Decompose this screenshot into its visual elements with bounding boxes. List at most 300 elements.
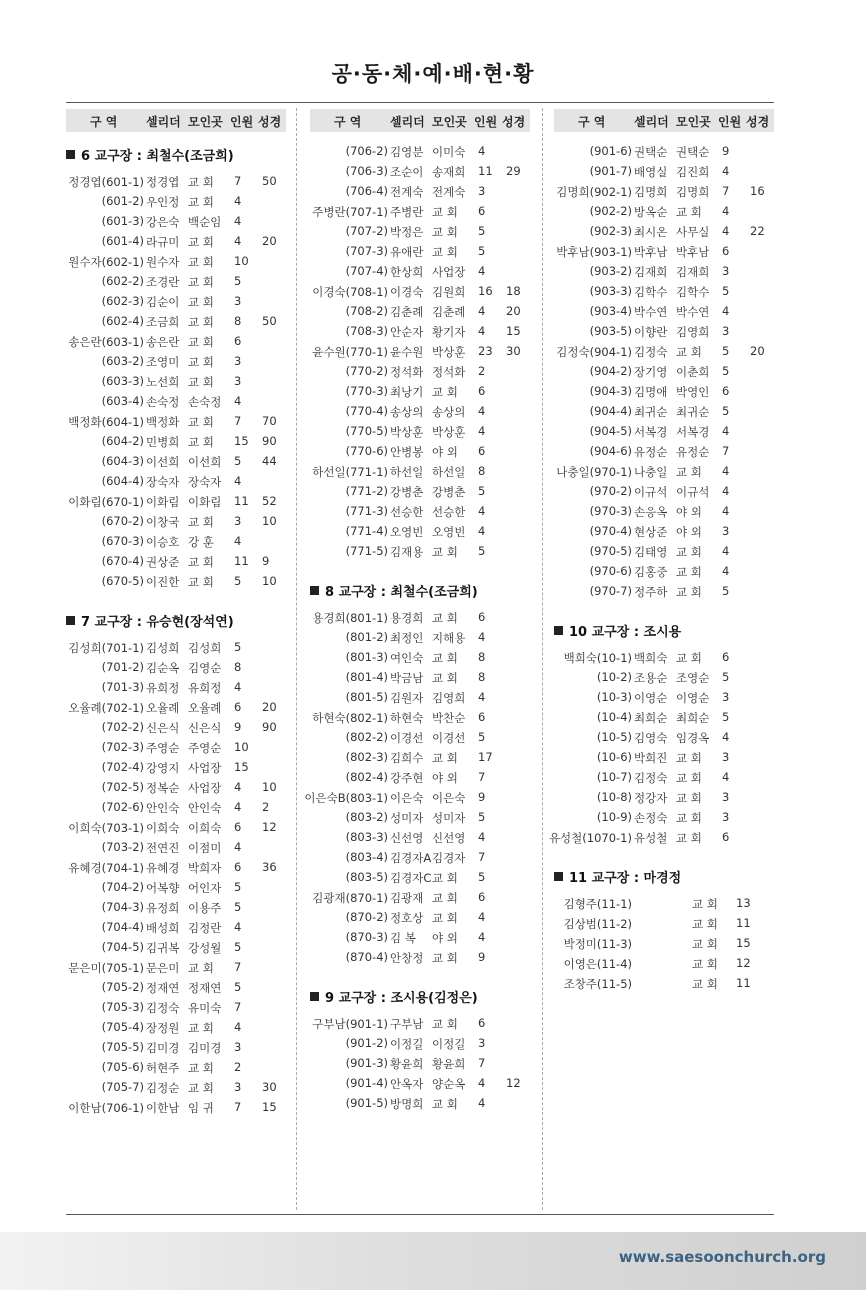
area-code: (801-5) bbox=[345, 690, 388, 704]
area-code: (902-2) bbox=[589, 204, 632, 218]
column-divider bbox=[296, 108, 297, 1210]
area-code: (770-5) bbox=[345, 424, 388, 438]
area-code: (704-4) bbox=[101, 920, 144, 934]
table-header bbox=[310, 109, 530, 132]
attendance-count: 2 bbox=[234, 1060, 242, 1074]
list-item bbox=[310, 422, 530, 442]
bible-count: 20 bbox=[262, 700, 277, 714]
list-item bbox=[66, 372, 286, 392]
cell-leader: 장기영 bbox=[634, 365, 668, 379]
bottom-rule bbox=[66, 1214, 774, 1215]
cell-leader: 방옥순 bbox=[634, 205, 668, 219]
meeting-place: 교 회 bbox=[188, 961, 214, 975]
list-item bbox=[66, 818, 286, 838]
cell-leader: 원수자 bbox=[146, 255, 180, 269]
list-item bbox=[310, 708, 530, 728]
meeting-place: 최희순 bbox=[676, 711, 710, 725]
meeting-place: 정석화 bbox=[432, 365, 466, 379]
cell-leader: 유정순 bbox=[634, 445, 668, 459]
bullet-square-icon bbox=[66, 150, 75, 159]
attendance-count: 4 bbox=[478, 304, 486, 318]
meeting-place: 김원희 bbox=[432, 285, 466, 299]
cell-leader: 전연진 bbox=[146, 841, 180, 855]
cell-leader: 정주하 bbox=[634, 585, 668, 599]
attendance-count: 3 bbox=[478, 1036, 486, 1050]
area-code: (705-4) bbox=[101, 1020, 144, 1034]
district-heading-text: 9 교구장 : 조시용(김정은) bbox=[325, 991, 478, 1006]
area-code: (903-4) bbox=[589, 304, 632, 318]
bible-count: 50 bbox=[262, 314, 277, 328]
meeting-place: 교 회 bbox=[432, 671, 458, 685]
area-code: (802-2) bbox=[345, 730, 388, 744]
list-item bbox=[554, 934, 774, 954]
meeting-place: 송재희 bbox=[432, 165, 466, 179]
attendance-count: 9 bbox=[722, 144, 730, 158]
meeting-place: 유미숙 bbox=[188, 1001, 222, 1015]
area-code: (602-4) bbox=[101, 314, 144, 328]
area-code: 유성철(1070-1) bbox=[548, 831, 632, 845]
area-code: (10-6) bbox=[596, 750, 632, 764]
bible-count: 10 bbox=[262, 780, 277, 794]
attendance-count: 4 bbox=[478, 264, 486, 278]
area-code: (602-2) bbox=[101, 274, 144, 288]
list-item bbox=[66, 1098, 286, 1118]
attendance-count: 4 bbox=[722, 424, 730, 438]
meeting-place: 교 회 bbox=[692, 917, 718, 931]
cell-leader: 조경란 bbox=[146, 275, 180, 289]
attendance-count: 5 bbox=[722, 404, 730, 418]
list-item bbox=[66, 738, 286, 758]
cell-leader: 배영실 bbox=[634, 165, 668, 179]
cell-leader: 유애란 bbox=[390, 245, 424, 259]
list-item bbox=[554, 542, 774, 562]
meeting-place: 교 회 bbox=[676, 791, 702, 805]
column-2 bbox=[304, 109, 530, 1111]
meeting-place: 교 회 bbox=[188, 1081, 214, 1095]
list-item bbox=[310, 202, 530, 222]
area-code: (903-2) bbox=[589, 264, 632, 278]
cell-leader: 이화림 bbox=[146, 495, 180, 509]
cell-leader: 노선희 bbox=[146, 375, 180, 389]
area-code: 김광재(870-1) bbox=[312, 891, 388, 905]
attendance-count: 9 bbox=[234, 720, 242, 734]
cell-leader: 신선영 bbox=[390, 831, 424, 845]
attendance-count: 8 bbox=[234, 314, 242, 328]
meeting-place: 사업장 bbox=[188, 781, 222, 795]
attendance-count: 4 bbox=[478, 1096, 486, 1110]
area-code: (901-5) bbox=[345, 1096, 388, 1110]
bullet-square-icon bbox=[554, 872, 563, 881]
attendance-count: 11 bbox=[736, 916, 751, 930]
bible-count: 20 bbox=[262, 234, 277, 248]
list-item bbox=[66, 512, 286, 532]
area-code: (706-3) bbox=[345, 164, 388, 178]
area-code: 이희숙(703-1) bbox=[68, 821, 144, 835]
attendance-count: 12 bbox=[736, 956, 751, 970]
list-item bbox=[554, 648, 774, 668]
list-item bbox=[310, 402, 530, 422]
bullet-square-icon bbox=[310, 992, 319, 1001]
list-item bbox=[310, 668, 530, 688]
area-code: (771-4) bbox=[345, 524, 388, 538]
area-code: (701-3) bbox=[101, 680, 144, 694]
attendance-count: 5 bbox=[234, 454, 242, 468]
area-code: (706-4) bbox=[345, 184, 388, 198]
area-code: (707-3) bbox=[345, 244, 388, 258]
bible-count: 90 bbox=[262, 434, 277, 448]
attendance-count: 4 bbox=[722, 544, 730, 558]
meeting-place: 교 회 bbox=[432, 911, 458, 925]
header-count: 인원 bbox=[474, 115, 498, 129]
bible-count: 10 bbox=[262, 514, 277, 528]
bible-count: 29 bbox=[506, 164, 521, 178]
list-item bbox=[66, 312, 286, 332]
meeting-place: 교 회 bbox=[432, 951, 458, 965]
cell-leader: 장숙자 bbox=[146, 475, 180, 489]
cell-leader: 유성철 bbox=[634, 831, 668, 845]
list-item bbox=[66, 938, 286, 958]
list-item bbox=[66, 572, 286, 592]
attendance-count: 5 bbox=[722, 344, 730, 358]
area-code: 용경희(801-1) bbox=[312, 611, 388, 625]
cell-leader: 이규석 bbox=[634, 485, 668, 499]
meeting-place: 교 회 bbox=[432, 205, 458, 219]
attendance-count: 3 bbox=[234, 354, 242, 368]
list-item bbox=[310, 262, 530, 282]
bible-count: 36 bbox=[262, 860, 277, 874]
attendance-count: 6 bbox=[234, 334, 242, 348]
attendance-count: 8 bbox=[234, 660, 242, 674]
list-item bbox=[310, 162, 530, 182]
cell-leader: 선승한 bbox=[390, 505, 424, 519]
attendance-count: 3 bbox=[478, 184, 486, 198]
area-code: (802-3) bbox=[345, 750, 388, 764]
meeting-place: 양순옥 bbox=[432, 1077, 466, 1091]
area-code: 이경숙(708-1) bbox=[312, 285, 388, 299]
list-item bbox=[554, 522, 774, 542]
cell-leader: 김홍중 bbox=[634, 565, 668, 579]
attendance-count: 5 bbox=[234, 900, 242, 914]
cell-leader: 최시온 bbox=[634, 225, 668, 239]
area-code: 이영은(11-4) bbox=[563, 957, 632, 971]
attendance-count: 4 bbox=[478, 910, 486, 924]
list-item bbox=[310, 482, 530, 502]
cell-leader: 김영숙 bbox=[634, 731, 668, 745]
attendance-count: 5 bbox=[478, 224, 486, 238]
cell-leader: 권상준 bbox=[146, 555, 180, 569]
area-code: (603-4) bbox=[101, 394, 144, 408]
meeting-place: 교 회 bbox=[188, 315, 214, 329]
attendance-count: 5 bbox=[722, 584, 730, 598]
header-count: 인원 bbox=[230, 115, 254, 129]
meeting-place: 교 회 bbox=[188, 375, 214, 389]
attendance-count: 5 bbox=[722, 364, 730, 378]
meeting-place: 임 귀 bbox=[188, 1101, 214, 1115]
district-heading bbox=[66, 611, 286, 633]
cell-leader: 박수연 bbox=[634, 305, 668, 319]
attendance-count: 7 bbox=[478, 850, 486, 864]
cell-leader: 이향란 bbox=[634, 325, 668, 339]
area-code: 김정숙(904-1) bbox=[556, 345, 632, 359]
area-code: (870-2) bbox=[345, 910, 388, 924]
header-area: 구 역 bbox=[578, 115, 606, 129]
meeting-place: 이영순 bbox=[676, 691, 710, 705]
cell-leader: 민병희 bbox=[146, 435, 180, 449]
area-code: (970-2) bbox=[589, 484, 632, 498]
list-item bbox=[310, 928, 530, 948]
attendance-count: 6 bbox=[722, 384, 730, 398]
list-item bbox=[310, 768, 530, 788]
attendance-count: 6 bbox=[478, 890, 486, 904]
cell-leader: 배성희 bbox=[146, 921, 180, 935]
table-header bbox=[554, 109, 774, 132]
cell-leader: 전계숙 bbox=[390, 185, 424, 199]
meeting-place: 김진희 bbox=[676, 165, 710, 179]
area-code: (702-2) bbox=[101, 720, 144, 734]
list-item bbox=[66, 718, 286, 738]
area-code: (970-4) bbox=[589, 524, 632, 538]
attendance-count: 15 bbox=[736, 936, 751, 950]
meeting-place: 교 회 bbox=[692, 897, 718, 911]
cell-leader: 문은미 bbox=[146, 961, 180, 975]
list-item bbox=[310, 868, 530, 888]
meeting-place: 야 외 bbox=[676, 525, 702, 539]
cell-leader: 조금희 bbox=[146, 315, 180, 329]
meeting-place: 유정순 bbox=[676, 445, 710, 459]
attendance-count: 3 bbox=[722, 790, 730, 804]
cell-leader: 이창국 bbox=[146, 515, 180, 529]
attendance-count: 10 bbox=[234, 740, 249, 754]
list-item bbox=[66, 432, 286, 452]
bible-count: 30 bbox=[506, 344, 521, 358]
header-bible: 성경 bbox=[258, 115, 282, 129]
meeting-place: 박희자 bbox=[188, 861, 222, 875]
attendance-count: 5 bbox=[234, 940, 242, 954]
list-item bbox=[310, 502, 530, 522]
area-code: (705-7) bbox=[101, 1080, 144, 1094]
area-code: (771-3) bbox=[345, 504, 388, 518]
meeting-place: 교 회 bbox=[676, 565, 702, 579]
meeting-place: 이미숙 bbox=[432, 145, 466, 159]
list-item bbox=[310, 1034, 530, 1054]
cell-leader: 김경자C bbox=[390, 871, 432, 885]
meeting-place: 황기자 bbox=[432, 325, 466, 339]
cell-leader: 김미경 bbox=[146, 1041, 180, 1055]
cell-leader: 신은식 bbox=[146, 721, 180, 735]
area-code: (970-6) bbox=[589, 564, 632, 578]
list-item bbox=[66, 898, 286, 918]
list-item bbox=[66, 252, 286, 272]
meeting-place: 손숙정 bbox=[188, 395, 222, 409]
list-item bbox=[304, 788, 530, 808]
area-code: 원수자(602-1) bbox=[68, 255, 144, 269]
meeting-place: 교 회 bbox=[432, 651, 458, 665]
meeting-place: 교 회 bbox=[188, 415, 214, 429]
area-code: 유혜경(704-1) bbox=[68, 861, 144, 875]
list-item bbox=[554, 422, 774, 442]
area-code: (703-2) bbox=[101, 840, 144, 854]
meeting-place: 야 외 bbox=[432, 931, 458, 945]
meeting-place: 교 회 bbox=[432, 751, 458, 765]
meeting-place: 교 회 bbox=[188, 235, 214, 249]
attendance-count: 4 bbox=[234, 234, 242, 248]
attendance-count: 4 bbox=[234, 534, 242, 548]
meeting-place: 황윤희 bbox=[432, 1057, 466, 1071]
meeting-place: 교 회 bbox=[188, 435, 214, 449]
cell-leader: 김희수 bbox=[390, 751, 424, 765]
attendance-count: 5 bbox=[478, 870, 486, 884]
attendance-count: 3 bbox=[234, 1040, 242, 1054]
list-item bbox=[66, 392, 286, 412]
area-code: (870-4) bbox=[345, 950, 388, 964]
list-item bbox=[310, 242, 530, 262]
cell-leader: 허현주 bbox=[146, 1061, 180, 1075]
meeting-place: 김영순 bbox=[188, 661, 222, 675]
meeting-place: 야 외 bbox=[432, 445, 458, 459]
area-code: (801-2) bbox=[345, 630, 388, 644]
meeting-place: 주영순 bbox=[188, 741, 222, 755]
meeting-place: 조영순 bbox=[676, 671, 710, 685]
attendance-count: 4 bbox=[478, 830, 486, 844]
bible-count: 12 bbox=[506, 1076, 521, 1090]
meeting-place: 야 외 bbox=[432, 771, 458, 785]
cell-leader: 송상의 bbox=[390, 405, 424, 419]
area-code: (705-6) bbox=[101, 1060, 144, 1074]
meeting-place: 교 회 bbox=[188, 175, 214, 189]
district-heading-text: 6 교구장 : 최철수(조금희) bbox=[81, 149, 234, 164]
area-code: (601-2) bbox=[101, 194, 144, 208]
attendance-count: 5 bbox=[234, 274, 242, 288]
cell-leader: 김명애 bbox=[634, 385, 668, 399]
district-heading-text: 8 교구장 : 최철수(조금희) bbox=[325, 585, 478, 600]
cell-leader: 김춘례 bbox=[390, 305, 424, 319]
cell-leader: 정경엽 bbox=[146, 175, 180, 189]
area-code: (670-5) bbox=[101, 574, 144, 588]
list-item bbox=[554, 222, 774, 242]
area-code: (702-4) bbox=[101, 760, 144, 774]
list-item bbox=[554, 262, 774, 282]
attendance-count: 6 bbox=[478, 204, 486, 218]
area-code: (10-2) bbox=[596, 670, 632, 684]
list-item bbox=[66, 472, 286, 492]
footer-band bbox=[0, 1232, 866, 1290]
cell-leader: 김귀복 bbox=[146, 941, 180, 955]
area-code: (901-7) bbox=[589, 164, 632, 178]
area-code: (901-2) bbox=[345, 1036, 388, 1050]
list-item bbox=[310, 728, 530, 748]
area-code: 백희숙(10-1) bbox=[563, 651, 632, 665]
cell-leader: 정복순 bbox=[146, 781, 180, 795]
cell-leader: 박금남 bbox=[390, 671, 424, 685]
list-item bbox=[310, 442, 530, 462]
attendance-count: 4 bbox=[478, 504, 486, 518]
area-code: (904-4) bbox=[589, 404, 632, 418]
list-item bbox=[310, 462, 530, 482]
area-code: (601-4) bbox=[101, 234, 144, 248]
attendance-count: 6 bbox=[234, 860, 242, 874]
cell-leader: 유정희 bbox=[146, 901, 180, 915]
area-code: (904-3) bbox=[589, 384, 632, 398]
meeting-place: 교 회 bbox=[188, 355, 214, 369]
area-code: (770-2) bbox=[345, 364, 388, 378]
meeting-place: 강 훈 bbox=[188, 535, 214, 549]
page-title: 공·동·체·예·배·현·황 bbox=[331, 62, 535, 86]
cell-leader: 권택순 bbox=[634, 145, 668, 159]
cell-leader: 윤수원 bbox=[390, 345, 424, 359]
meeting-place: 교 회 bbox=[432, 385, 458, 399]
meeting-place: 교 회 bbox=[676, 811, 702, 825]
cell-leader: 이승호 bbox=[146, 535, 180, 549]
meeting-place: 교 회 bbox=[432, 871, 458, 885]
area-code: 김명희(902-1) bbox=[556, 185, 632, 199]
list-item bbox=[554, 362, 774, 382]
attendance-count: 3 bbox=[722, 264, 730, 278]
list-item bbox=[310, 808, 530, 828]
area-code: (706-2) bbox=[345, 144, 388, 158]
area-code: (704-2) bbox=[101, 880, 144, 894]
list-item bbox=[66, 192, 286, 212]
area-code: 오율례(702-1) bbox=[68, 701, 144, 715]
bible-count: 16 bbox=[750, 184, 765, 198]
meeting-place: 권택순 bbox=[676, 145, 710, 159]
meeting-place: 교 회 bbox=[188, 275, 214, 289]
area-code: (802-4) bbox=[345, 770, 388, 784]
cell-leader: 김 복 bbox=[390, 931, 416, 945]
list-item bbox=[548, 828, 774, 848]
meeting-place: 하선일 bbox=[432, 465, 466, 479]
list-item bbox=[554, 768, 774, 788]
cell-leader: 김정숙 bbox=[634, 771, 668, 785]
bible-count: 10 bbox=[262, 574, 277, 588]
meeting-place: 야 외 bbox=[676, 505, 702, 519]
area-code: (770-6) bbox=[345, 444, 388, 458]
list-item bbox=[66, 272, 286, 292]
cell-leader: 김재희 bbox=[634, 265, 668, 279]
attendance-count: 4 bbox=[478, 690, 486, 704]
meeting-place: 교 회 bbox=[188, 255, 214, 269]
bible-count: 30 bbox=[262, 1080, 277, 1094]
area-code: 박후남(903-1) bbox=[556, 245, 632, 259]
area-code: 이화림(670-1) bbox=[68, 495, 144, 509]
attendance-count: 9 bbox=[478, 790, 486, 804]
area-code: (771-5) bbox=[345, 544, 388, 558]
area-code: (604-4) bbox=[101, 474, 144, 488]
cell-leader: 박후남 bbox=[634, 245, 668, 259]
district-heading bbox=[66, 145, 286, 167]
list-item bbox=[66, 858, 286, 878]
meeting-place: 신선영 bbox=[432, 831, 466, 845]
meeting-place: 교 회 bbox=[188, 575, 214, 589]
list-item bbox=[66, 778, 286, 798]
cell-leader: 김경자A bbox=[390, 851, 432, 865]
attendance-count: 3 bbox=[722, 690, 730, 704]
bible-count: 12 bbox=[262, 820, 277, 834]
bible-count: 52 bbox=[262, 494, 277, 508]
cell-leader: 하현숙 bbox=[390, 711, 424, 725]
list-item bbox=[554, 748, 774, 768]
meeting-place: 정재연 bbox=[188, 981, 222, 995]
cell-leader: 강병춘 bbox=[390, 485, 424, 499]
cell-leader: 손응옥 bbox=[634, 505, 668, 519]
area-code: (707-2) bbox=[345, 224, 388, 238]
list-item bbox=[310, 828, 530, 848]
meeting-place: 교 회 bbox=[432, 611, 458, 625]
meeting-place: 교 회 bbox=[188, 335, 214, 349]
list-item bbox=[554, 442, 774, 462]
attendance-count: 5 bbox=[478, 810, 486, 824]
meeting-place: 서복경 bbox=[676, 425, 710, 439]
district-heading-text: 11 교구장 : 마경정 bbox=[569, 871, 682, 886]
